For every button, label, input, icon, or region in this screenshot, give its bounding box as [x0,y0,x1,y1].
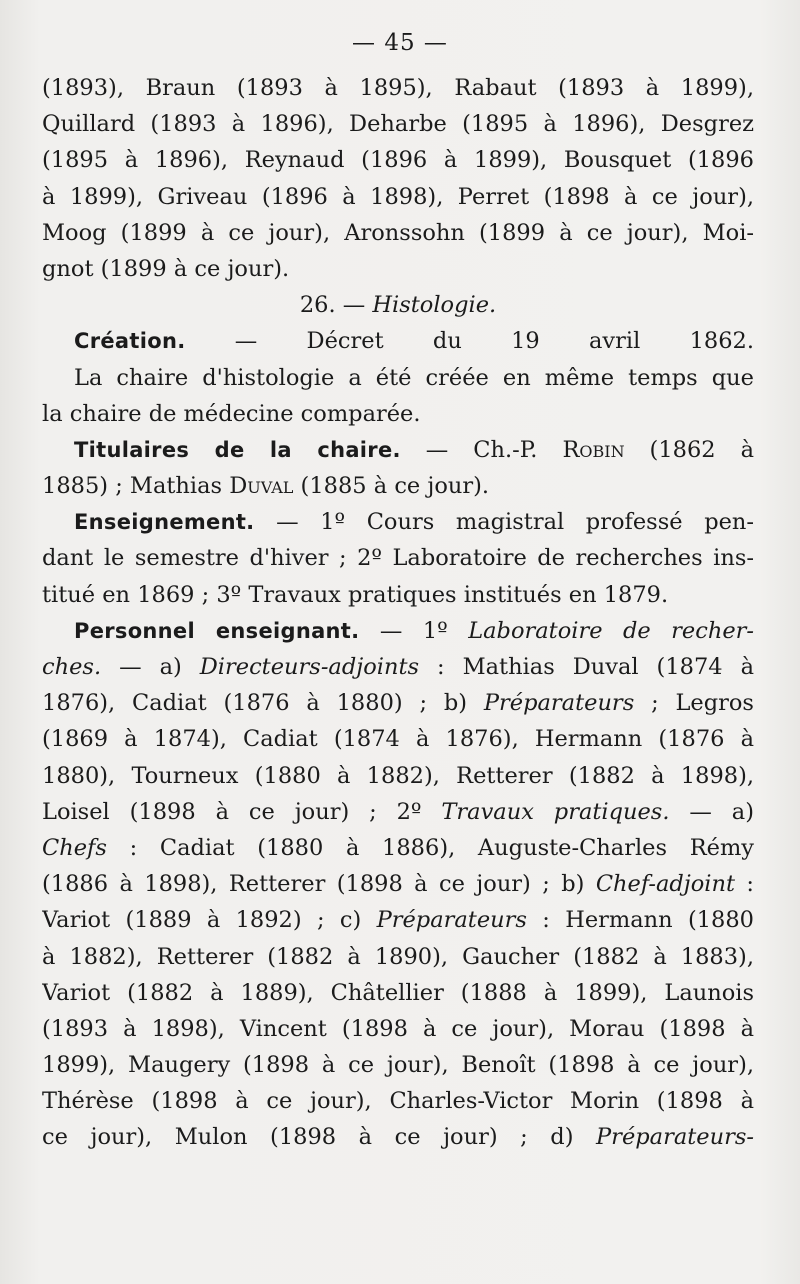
text-line [42,432,754,468]
text-segment: à 1882), Retterer (1882 à 1890), Gaucher (1882 à 1883), [42,943,754,970]
text-segment: (1862 à [624,436,754,463]
page-number: — 45 — [352,30,448,56]
text-line [42,685,754,721]
text-line [42,975,754,1011]
text-line [42,360,754,396]
text-line [42,251,754,287]
text-line [42,106,754,142]
text-segment: — 1º [359,617,469,644]
italic-text: Chefs [42,834,107,861]
italic-text: ches. [42,654,102,680]
text-segment: — Ch.-P. [400,436,563,463]
text-segment: : [735,871,754,898]
text-line [42,504,754,540]
text-segment: 26. — [299,292,373,319]
text-segment: (1886 à 1898), Retterer (1898 à ce jour) ; b) [42,871,596,898]
italic-text: Chef-adjoint [595,871,736,898]
text-segment: La chaire d'histologie a été créée en même temps que [74,364,754,391]
text-segment: la chaire de médecine comparée. [42,400,421,427]
text-line [42,468,754,504]
text-line [42,939,754,975]
text-segment: Moog (1899 à ce jour), Aronssohn (1899 à ce jour), Moi- [42,219,754,246]
text-line [42,1047,754,1083]
text-segment: gnot (1899 à ce jour). [42,255,290,282]
text-segment: (1893 à 1898), Vincent (1898 à ce jour), Morau (1898 à [42,1015,754,1042]
text-segment: Quillard (1893 à 1896), Deharbe (1895 à 1896), Desgrez [42,111,754,138]
italic-text: Laboratoire de recher- [468,617,754,644]
text-segment: — a) [669,798,754,825]
text-line [42,540,754,576]
text-line [42,721,754,757]
text-segment: 1880), Tourneux (1880 à 1882), Retterer (1882 à 1898), [42,762,754,789]
italic-text: Travaux pratiques. [441,798,670,825]
italic-text: Préparateurs- [596,1124,754,1151]
text-segment: : Hermann (1880 [526,907,754,934]
text-line [42,613,754,649]
text-segment: Loisel (1898 à ce jour) ; 2º [42,798,442,825]
text-segment: dant le semestre d'hiver ; 2º Laboratoire de recherches ins- [42,545,754,572]
italic-text: Histologie. [372,292,497,319]
text-line [42,323,754,359]
small-caps-name: Duval [229,473,294,500]
text-line [42,866,754,902]
text-line [42,577,754,613]
text-segment: : Mathias Duval (1874 à [419,654,754,680]
text-segment: titué en 1869 ; 3º Travaux pratiques institués en 1879. [42,581,669,608]
italic-text: Préparateurs [483,690,635,717]
text-segment: — a) [101,654,200,680]
italic-text: Préparateurs [376,907,527,934]
text-segment: ce jour), Mulon (1898 à ce jour) ; d) [42,1124,597,1151]
text-segment: — 1º Cours magistral professé pen- [254,509,754,536]
small-caps-name: Robin [562,436,625,463]
text-segment: — Décret du 19 avril 1862. [185,328,754,355]
italic-text: Directeurs-adjoints [199,654,420,680]
text-segment: à 1899), Griveau (1896 à 1898), Perret (1898 à ce jour), [42,183,754,210]
text-line [42,179,754,215]
text-line [42,902,754,938]
text-segment: Variot (1889 à 1892) ; c) [42,907,377,934]
text-segment: (1895 à 1896), Reynaud (1896 à 1899), Bousquet (1896 [42,147,754,174]
section-heading: Création. [74,329,186,354]
text-line [42,215,754,251]
text-segment: (1869 à 1874), Cadiat (1874 à 1876), Hermann (1876 à [42,726,754,753]
text-segment: 1885) ; Mathias [42,473,230,500]
text-line [42,758,754,794]
text-segment: : Cadiat (1880 à 1886), Auguste-Charles Rémy [106,834,754,861]
text-line [42,287,754,323]
body-text [42,70,754,1156]
text-line [42,1083,754,1119]
text-segment: (1885 à ce jour). [293,473,490,500]
text-segment: Variot (1882 à 1889), Châtellier (1888 à 1899), Launois [42,979,754,1006]
section-heading: Personnel enseignant. [74,618,360,643]
text-segment: Thérèse (1898 à ce jour), Charles-Victor Morin (1898 à [42,1088,754,1115]
text-line [42,649,754,685]
text-segment: 1899), Maugery (1898 à ce jour), Benoît (1898 à ce jour), [42,1052,754,1079]
text-line [42,830,754,866]
text-segment: ; Legros [634,690,754,717]
text-line [42,794,754,830]
text-segment: 1876), Cadiat (1876 à 1880) ; b) [42,690,484,717]
section-heading: Enseignement. [74,510,255,535]
text-line [42,70,754,106]
text-line [42,1119,754,1155]
text-segment: (1893), Braun (1893 à 1895), Rabaut (1893 à 1899), [42,75,754,101]
section-heading: Titulaires de la chaire. [74,437,401,462]
text-line [42,1011,754,1047]
text-line [42,142,754,178]
text-line [42,396,754,432]
